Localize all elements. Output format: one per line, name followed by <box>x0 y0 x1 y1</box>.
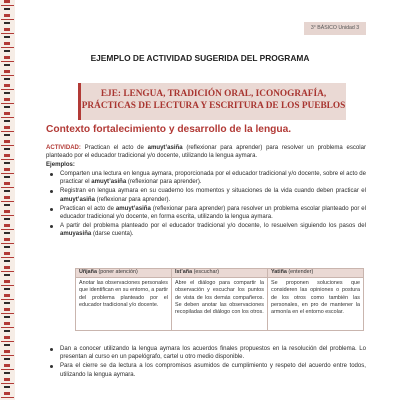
header-term: Uñjaña <box>79 269 97 276</box>
header-desc: (poner atención) <box>96 269 138 276</box>
list-item <box>46 222 366 239</box>
list-item: Para el cierre se da lectura a los compromisos asumidos de cumplimiento y respeto del acuerdo entre todos, utilizando la lengua aymara. <box>46 362 366 379</box>
eje-line-2: PRÁCTICAS DE LECTURA Y ESCRITURA DE LOS PUEBLOS <box>81 101 346 111</box>
examples-label: Ejemplos: <box>46 161 75 168</box>
eje-line-1: EJE: LENGUA, TRADICIÓN ORAL, ICONOGRAFÍA, <box>100 89 327 99</box>
table-cell: Abre el diálogo para compartir la observación y escuchar los puntos de vista de los demás compañeros. Se deben anotar las observaciones recopiladas del diálogo con los otros. <box>172 278 268 331</box>
page-title: EJEMPLO DE ACTIVIDAD SUGERIDA DEL PROGRAMA <box>90 53 310 63</box>
section-heading: Contexto fortalecimiento y desarrollo de la lengua. <box>46 124 292 135</box>
header-desc: (escuchar) <box>192 269 220 276</box>
table-header <box>268 269 364 278</box>
activity-text-a: Practican el acto de <box>80 145 148 151</box>
closing-list <box>46 345 366 380</box>
list-item <box>46 170 366 187</box>
item-term: amuyt’asiña <box>60 196 95 203</box>
item-text: (darse cuenta). <box>91 231 134 238</box>
item-text: Practican el acto de <box>60 205 116 212</box>
table-header <box>172 269 268 278</box>
item-text: (reflexionar para aprender). <box>94 196 171 203</box>
item-text: A partir del problema planteado por el educador tradicional y/o docente, lo resuelven siguiendo los pasos del <box>60 222 366 229</box>
grade-badge: 3° BÁSICO Unidad 3 <box>304 22 366 35</box>
item-text: Registran en lengua aymara en su cuaderno los momentos y situaciones de la vida cuando deben practicar el <box>60 188 366 195</box>
examples-list <box>46 170 366 239</box>
list-item <box>46 187 366 204</box>
list-item: Dan a conocer utilizando la lengua aymara los acuerdos finales propuestos en la resolución del problema. Lo presentan al curso en un papelógrafo, cartel u otro medio disponible. <box>46 345 366 362</box>
list-item <box>46 205 366 222</box>
table-cell: Se proponen soluciones que consideren las opiniones o postura de los otros como también las personales, en pro de mantener la armonía en el entorno escolar. <box>268 278 364 331</box>
table-row <box>76 278 364 331</box>
decorative-border <box>0 0 15 400</box>
header-desc: (entender) <box>286 269 314 276</box>
table-header <box>76 269 172 278</box>
header-term: Yatiña <box>271 269 287 276</box>
activity-paragraph <box>46 144 366 169</box>
item-term: amuyt’asiña <box>91 179 127 186</box>
header-term: Ist’aña <box>175 269 193 276</box>
item-text: (reflexionar para aprender) para resolver un problema escolar planteado por el educador tradicional y/o docente, en forma escrita, utilizando la lengua aymara. <box>60 205 366 221</box>
table-cell: Anotar las observaciones personales que identifican en su entorno, a partir del problema planteado por el educador tradicional y/o docente. <box>76 278 172 331</box>
activity-term: amuyt’asiña <box>147 145 183 151</box>
eje-banner <box>78 83 346 120</box>
item-term: amuyasiña <box>60 231 92 238</box>
item-term: amuyt’asiña <box>115 205 151 212</box>
activity-text-b: (reflexionar para aprender) para resolver un problema escolar planteado por el educador tradicional y/o docente, utilizando la lengua aymara. <box>46 145 367 160</box>
steps-table <box>75 268 364 331</box>
item-text: (reflexionar para aprender). <box>126 179 202 186</box>
activity-label: ACTIVIDAD: <box>46 145 81 151</box>
item-text: Comparten una lectura en lengua aymara, proporcionada por el educador tradicional y/o docente, sobre el acto de practicar el <box>60 171 366 186</box>
